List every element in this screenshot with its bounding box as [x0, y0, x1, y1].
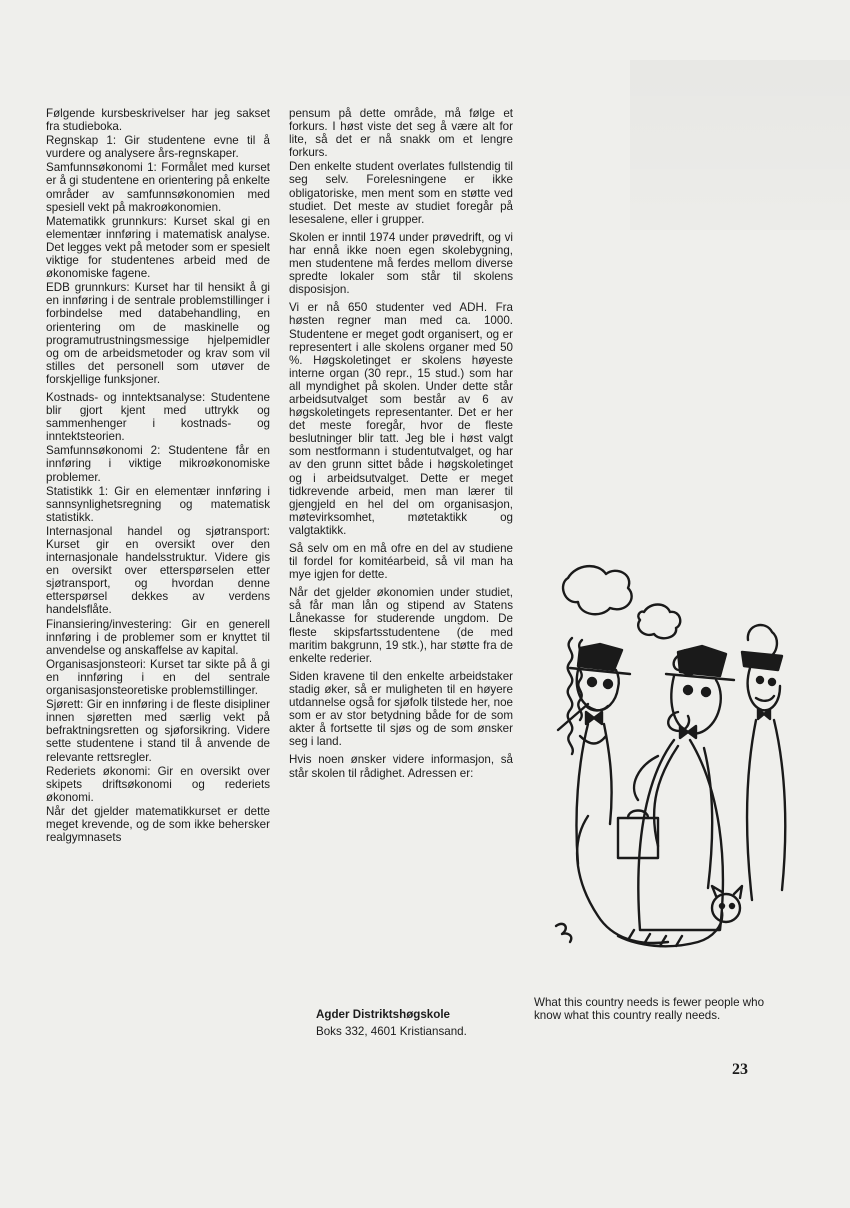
paragraph: Statistikk 1: Gir en elementær innføring i sannsynlighetsregning og matematisk statistikk.	[46, 484, 270, 524]
paragraph: Samfunnsøkonomi 1: Formålet med kurset er å gi studentene en orientering på enkelte områder av samfunnsøkonomien med spesiell vekt på makroøkonomien.	[46, 161, 270, 214]
cartoon-caption: What this country needs is fewer people who know what this country really needs.	[534, 996, 765, 1023]
paragraph: Rederiets økonomi: Gir en oversikt over skipets driftsøkonomi og rederiets økonomi.	[46, 764, 270, 804]
paragraph: Vi er nå 650 studenter ved ADH. Fra høsten regner man med ca. 1000. Studentene er meget godt organisert, og er representert i alle skolens organer med 50 %. Høgskoletinget er skolens høyeste interne organ (30 repr., 15 stud.) som har all myndighet på skolen. Under dette står arbeidsutvalget som består av 6 av høgskoletingets representanter. Det er her det meste foregår, hvor de fleste beslutninger blir tatt. Jeg ble i høst valgt som nestformann i studentutvalget, og har av den grunn sittet både i høgskoletinget og i arbeidsutvalget. Dette er meget tidkrevende arbeid, men man lærer til gjengjeld en hel del om organisasjon, møtevirksomhet, møtetaktikk og valgtaktikk.	[289, 301, 513, 537]
paragraph: EDB grunnkurs: Kurset har til hensikt å gi en innføring i de sentrale problemstillinger i forbindelse med databehandling, en orientering om de maskinelle og programutrustningsmessige hjelpemidler og om de arbeidsmetoder og krav som vil stilles det personell som utøver de forskjellige funksjoner.	[46, 281, 270, 386]
paragraph: Regnskap 1: Gir studentene evne til å vurdere og analysere års-regnskaper.	[46, 134, 270, 161]
text-column-right	[289, 107, 513, 781]
address-block	[316, 1006, 467, 1040]
paragraph: Internasjonal handel og sjøtransport: Kurset gir en oversikt over den internasjonale handelsstruktur. Videre gis en oversikt over etterspørselen etter sjøtransport, og hvordan denne etterspørsel dekkes av verdens handelsflåte.	[46, 524, 270, 617]
paragraph: Finansiering/investering: Gir en generell innføring i de problemer som er knyttet til anvendelse og anskaffelse av kapital.	[46, 617, 270, 657]
address-street: Boks 332, 4601 Kristiansand.	[316, 1025, 467, 1038]
paragraph: Den enkelte student overlates fullstendig til seg selv. Forelesningene er ikke obligatoriske, men ment som en støtte ved studiet. Det meste av studiet foregår på lesesalene, eller i grupper.	[289, 160, 513, 226]
paragraph: Siden kravene til den enkelte arbeidstaker stadig øker, så er muligheten til en høyere utdannelse også for sjøfolk tilstede her, noe som er av stor betydning både for de som akter å fortsette til sjøs og de som ønsker seg i land.	[289, 669, 513, 749]
cartoon-illustration	[528, 556, 838, 976]
paragraph: Samfunnsøkonomi 2: Studentene får en innføring i viktige mikroøkonomiske problemer.	[46, 444, 270, 484]
address-name: Agder Distriktshøgskole	[316, 1008, 451, 1021]
paragraph: Så selv om en må ofre en del av studiene til fordel for komitéarbeid, så vil man ha mye igjen for dette.	[289, 542, 513, 582]
paragraph: Følgende kursbeskrivelser har jeg sakset fra studieboka.	[46, 107, 270, 134]
paragraph: Når det gjelder økonomien under studiet, så får man lån og stipend av Statens Lånekasse for studerende ungdom. De fleste skipsfartsstudentene (de med maritim bakgrunn, 19 stk.), har støtte fra de enkelte rederier.	[289, 586, 513, 665]
paragraph: Matematikk grunnkurs: Kurset skal gi en elementær innføring i matematisk analyse. Det legges vekt på metoder som er spesielt viktige for studentenes arbeid med de økonomiske fagene.	[46, 214, 270, 281]
bleed-through-shadow	[630, 60, 850, 230]
paragraph: Skolen er inntil 1974 under prøvedrift, og vi har ennå ikke noen egen skolebygning, men studentene må ferdes mellom diverse spredte lokaler som står til skolens disposisjon.	[289, 230, 513, 297]
paragraph: Når det gjelder matematikkurset er dette meget krevende, og de som ikke behersker realgymnasets	[46, 804, 270, 845]
paragraph: Hvis noen ønsker videre informasjon, så står skolen til rådighet. Adressen er:	[289, 753, 513, 780]
paragraph: Kostnads- og inntektsanalyse: Studentene blir gjort kjent med uttrykk og sammenhenger i kostnads- og inntektsteorien.	[46, 390, 270, 444]
paragraph: pensum på dette område, må følge et forkurs. I høst viste det seg å være alt for lite, så det er nå snakk om et lengre forkurs.	[289, 107, 513, 160]
text-column-left	[46, 107, 270, 845]
page-number: 23	[732, 1061, 748, 1078]
paragraph: Organisasjonsteori: Kurset tar sikte på å gi en innføring i en del sentrale organisasjonsteoretiske problemstillinger.	[46, 657, 270, 698]
paragraph: Sjørett: Gir en innføring i de fleste disipliner innen sjøretten med særlig vekt på befraktningsretten og sjøforsikring. Videre sette studentene i stand til å anvende de relevante rettsregler.	[46, 698, 270, 764]
